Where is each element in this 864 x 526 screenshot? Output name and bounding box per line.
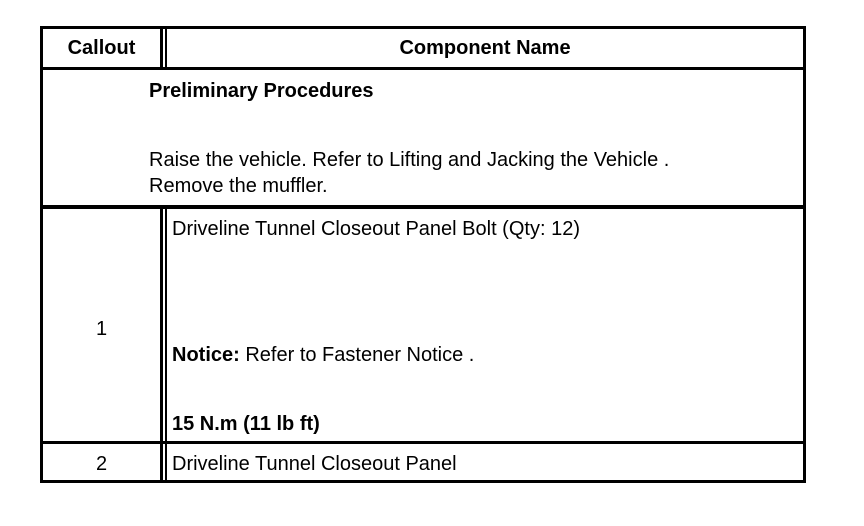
- row2-callout: 2: [95, 453, 108, 475]
- preliminary-line-1: Raise the vehicle. Refer to Lifting and Jacking the Vehicle .: [149, 149, 670, 171]
- header-column-divider: [160, 29, 163, 70]
- rows-column-divider: [160, 209, 163, 480]
- row2-component-name: Driveline Tunnel Closeout Panel: [172, 453, 457, 475]
- row1-divider: [43, 441, 803, 444]
- header-callout: Callout: [67, 37, 136, 59]
- notice-text: Refer to Fastener Notice .: [239, 344, 475, 366]
- row1-callout: 1: [95, 318, 108, 340]
- notice-label: Notice:: [172, 344, 240, 366]
- header-divider: [43, 67, 803, 70]
- row1-notice: [172, 344, 474, 366]
- row1-torque: 15 N.m (11 lb ft): [172, 413, 320, 435]
- rows-column-divider-inner: [165, 209, 167, 480]
- procedure-table: [40, 26, 806, 483]
- preliminary-line-2: Remove the muffler.: [149, 175, 328, 197]
- header-component-name: Component Name: [399, 37, 571, 59]
- preliminary-heading: Preliminary Procedures: [149, 80, 374, 102]
- row1-component-name: Driveline Tunnel Closeout Panel Bolt (Qty: 12): [172, 218, 580, 240]
- preliminary-divider: [43, 205, 803, 209]
